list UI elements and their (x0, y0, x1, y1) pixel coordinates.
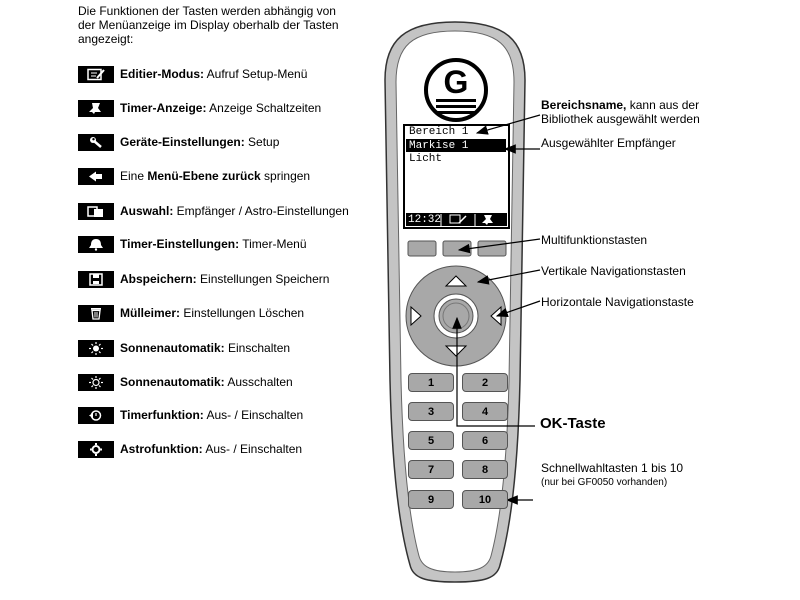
legend-label: Astrofunktion: (120, 442, 203, 456)
quick-select-key-1[interactable]: 1 (408, 373, 454, 392)
function-key-left (408, 241, 436, 256)
legend-label: Timer-Einstellungen: (120, 237, 240, 251)
callout-horizontal-navigation: Horizontale Navigationstaste (541, 295, 694, 309)
intro-line-3: angezeigt: (78, 32, 134, 46)
quick-select-key-10[interactable]: 10 (462, 490, 508, 509)
callout-multifunction-keys: Multifunktionstasten (541, 233, 648, 247)
callout-quick-select-note: (nur bei GF0050 vorhanden) (541, 477, 668, 488)
legend-desc: springen (260, 169, 311, 183)
legend-label: Mülleimer: (120, 306, 181, 320)
legend-desc: Aus- / Einschalten (203, 408, 304, 422)
legend-desc: Empfänger / Astro-Einstellungen (173, 204, 349, 218)
legend-prefix: Eine (120, 169, 148, 183)
function-key-right (478, 241, 506, 256)
callout-vertical-navigation: Vertikale Navigationstasten (541, 264, 686, 278)
legend-label: Timerfunktion: (120, 408, 204, 422)
quick-select-key-7[interactable]: 7 (408, 460, 454, 479)
callout-selected-receiver: Ausgewählter Empfänger (541, 136, 676, 150)
legend-desc: Aus- / Einschalten (202, 442, 303, 456)
callout-ok-key: OK-Taste (540, 415, 606, 432)
legend-label: Timer-Anzeige: (120, 101, 207, 115)
quick-select-key-9[interactable]: 9 (408, 490, 454, 509)
lcd-time: 12:32 (408, 214, 442, 226)
legend-label: Auswahl: (120, 204, 174, 218)
quick-select-key-2[interactable]: 2 (462, 373, 508, 392)
legend-label: Geräte-Einstellungen: (120, 135, 245, 149)
legend-desc: Anzeige Schaltzeiten (206, 101, 322, 115)
callout-quick-select-keys: Schnellwahltasten 1 bis 10 (541, 461, 684, 475)
legend-label: Sonnenautomatik: (120, 375, 225, 389)
legend-desc: Ausschalten (224, 375, 293, 389)
legend-label: Editier-Modus: (120, 67, 204, 81)
brand-logo-letter: G (443, 64, 469, 100)
legend-label: Abspeichern: (120, 272, 197, 286)
legend-label: Sonnenautomatik: (120, 341, 225, 355)
callout-area-name-bold: Bereichsname, (541, 98, 627, 112)
quick-select-key-6[interactable]: 6 (462, 431, 508, 450)
ok-button (439, 299, 473, 333)
callout-area-name (541, 98, 700, 126)
legend-label: Menü-Ebene zurück (147, 169, 261, 183)
quick-select-key-4[interactable]: 4 (462, 402, 508, 421)
legend-desc: Timer-Menü (239, 237, 307, 251)
legend-desc: Setup (244, 135, 280, 149)
legend-desc: Einschalten (224, 341, 291, 355)
quick-select-key-3[interactable]: 3 (408, 402, 454, 421)
legend-desc: Einstellungen Löschen (180, 306, 305, 320)
lcd-selected-receiver: Markise 1 (409, 140, 469, 152)
legend-desc: Aufruf Setup-Menü (204, 67, 308, 81)
lcd-receiver-item: Licht (409, 153, 443, 165)
intro-line-2: der Menüanzeige im Display oberhalb der Tasten (78, 18, 339, 32)
quick-select-key-8[interactable]: 8 (462, 460, 508, 479)
quick-select-key-5[interactable]: 5 (408, 431, 454, 450)
callout-area-name-line2: Bibliothek ausgewählt werden (541, 112, 700, 126)
lcd-area-name: Bereich 1 (409, 126, 469, 138)
intro-line-1: Die Funktionen der Tasten werden abhängig von (78, 4, 336, 18)
callout-area-name-rest: kann aus der (626, 98, 700, 112)
legend-desc: Einstellungen Speichern (196, 272, 330, 286)
